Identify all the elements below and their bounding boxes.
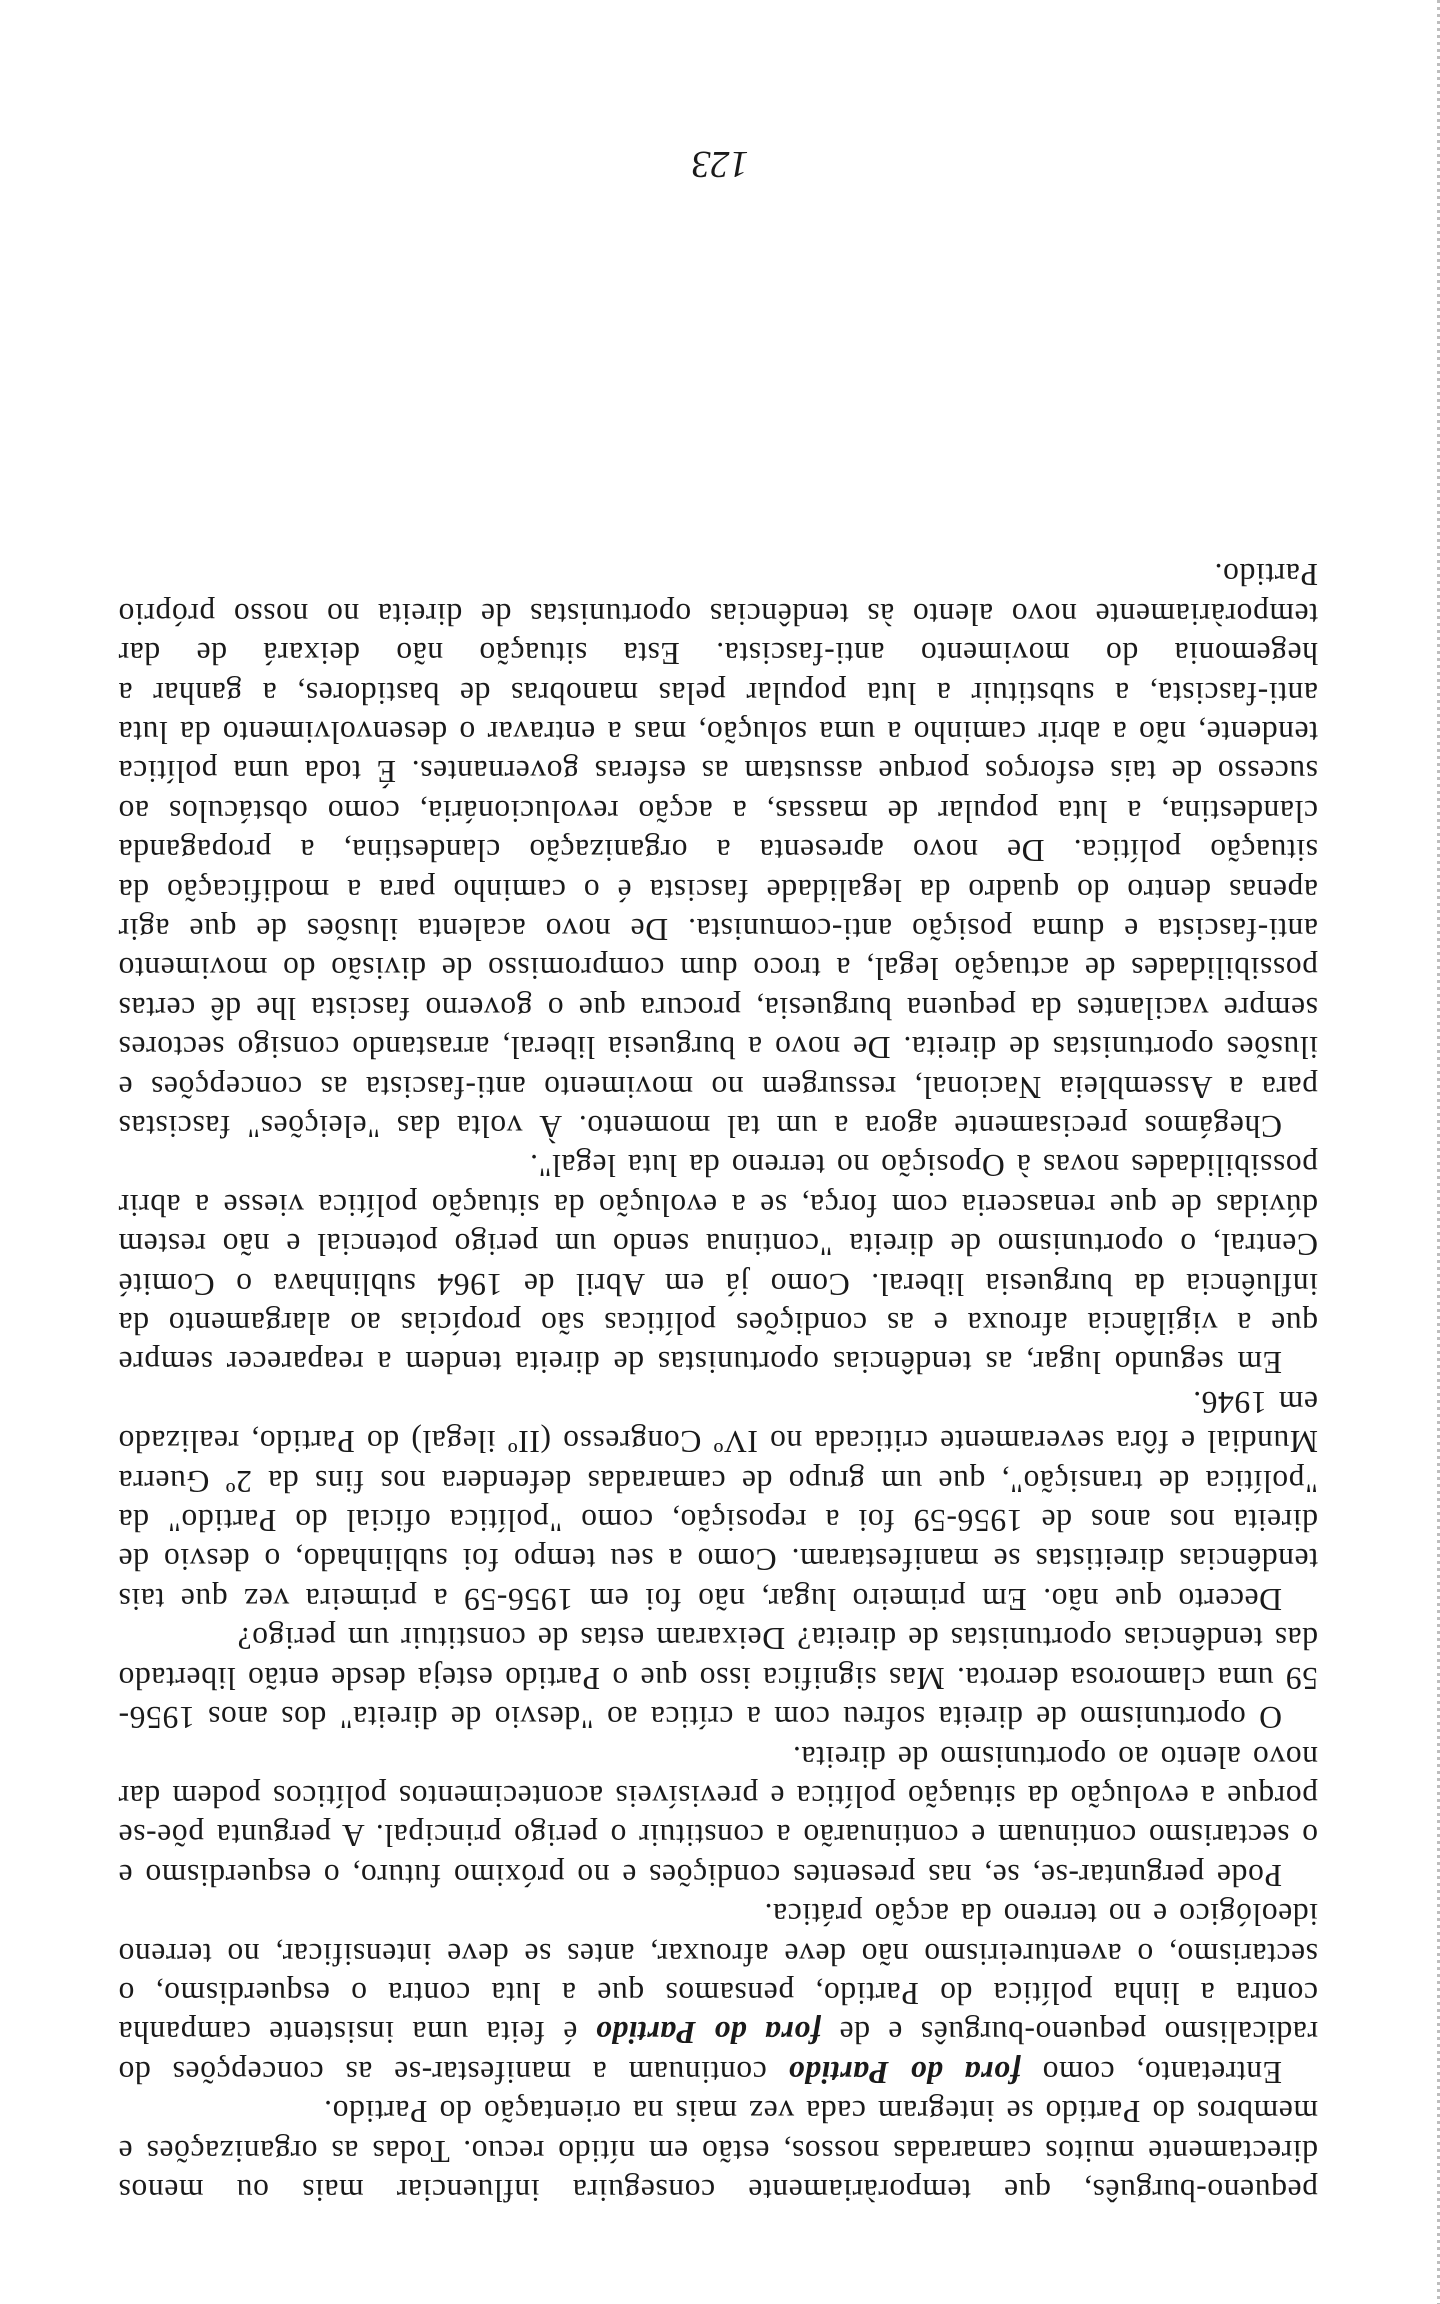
paragraph — [118, 2092, 1318, 2210]
paragraph — [118, 555, 1318, 1146]
text-run: O oportunismo de direita sofreu com a crítica ao "desvio de direita" dos anos 1956-59 uma clamorosa derrota. Mas significa isso que o Partido esteja desde então libertado das tendências oportunistas de direita? Deixaram estas de constituir um perigo? — [118, 1621, 1318, 1736]
text-run: continuam a manifestar-se as concepções do radicalismo pequeno-burguês e de — [118, 2015, 1318, 2090]
paragraph — [118, 1737, 1318, 1895]
text-run: pequeno-burguês, que temporàriamente conseguira influenciar mais ou menos directamente muitos camaradas nossos, estão em nítido recuo. Todas as organizações e membros do Partido se integram cada vez mais na orientação do Partido. — [118, 2094, 1318, 2208]
emphasized-text: fora do Partido — [788, 2054, 1021, 2090]
text-run: Em segundo lugar, as tendências oportunistas de direita tendem a reaparecer sempre que a vigilância afrouxa e as condições políticas são propícias ao alargamento da influência da burguesia liberal. Como já em Abril de 1964 sublinhava o Comité Central, o oportunismo de direita "continua sendo um perigo potencial e não restem dúvidas de que renasceria com força, se a evolução da situação política viesse a abrir possibilidades novas à Oposição no terreno da luta legal". — [118, 1148, 1318, 1381]
paragraph — [118, 1895, 1318, 2092]
text-run: Entretanto, como — [1020, 2054, 1282, 2090]
emphasized-text: fora do Partido — [595, 2015, 822, 2051]
text-run: Chegámos precisamente agora a um tal momento. À volta das "eleições" fascistas para a Assembleia Nacional, ressurgem no movimento anti-fascista as concepções e ilusões oportunistas de direita. De novo a burguesia liberal, arrastando consigo sectores sempre vacilantes da pequena burguesia, procura que o governo fascista lhe dê certas possibilidades de actuação legal, a troco dum compromisso de divisão do movimento anti-fascista e duma posição anti-comunista. De novo acalenta ilusões de que agir apenas dentro do quadro da legalidade fascista é o caminho para a modificação da situação política. De novo apresenta a organização clandestina, a propaganda clandestina, a luta popular de massas, a acção revolucionária, como obstáculos ao sucesso de tais esforços porque assustam as esferas governantes. É toda uma política tendente, não a abrir caminho a uma solução, mas a entravar o desenvolvimento da luta anti-fascista, a substituir a luta popular pelas manobras de bastidores, a ganhar a hegemonia do movimento anti-fascista. Esta situação não deixará de dar temporàriamente novo alento às tendências oportunistas de direita no nosso próprio Partido. — [118, 557, 1318, 1145]
body-text — [118, 555, 1318, 2210]
text-run: Pode perguntar-se, se, nas presentes condições e no próximo futuro, o esquerdismo e o sectarismo continuam e continuarão a constituir o perigo principal. A pergunta põe-se porque a evolução da situação política e previsíveis acontecimentos políticos podem dar novo alento ao oportunismo de direita. — [118, 1739, 1318, 1893]
paragraph — [118, 1619, 1318, 1737]
text-run: é feita uma insistente campanha contra a linha política do Partido, pensamos que a luta contra o esquerdismo, o sectarismo, o aventureirismo não deve afrouxar, antes se deve intensificar, no terreno ideológico e no terreno da acção prática. — [118, 1897, 1318, 2051]
paragraph — [118, 1146, 1318, 1382]
text-run: Decerto que não. Em primeiro lugar, não foi em 1956-59 a primeira vez que tais tendências direitistas se manifestaram. Como a seu tempo foi sublinhado, o desvio de direita nos anos de 1956-59 foi a reposição, como "política oficial do Partido" da "política de transição", que um grupo de camaradas defendera nos fins da 2º Guerra Mundial e fôra severamente criticada no IVº Congresso (IIº ilegal) do Partido, realizado em 1946. — [118, 1384, 1318, 1617]
paragraph — [118, 1382, 1318, 1618]
page-number: 123 — [691, 143, 749, 185]
